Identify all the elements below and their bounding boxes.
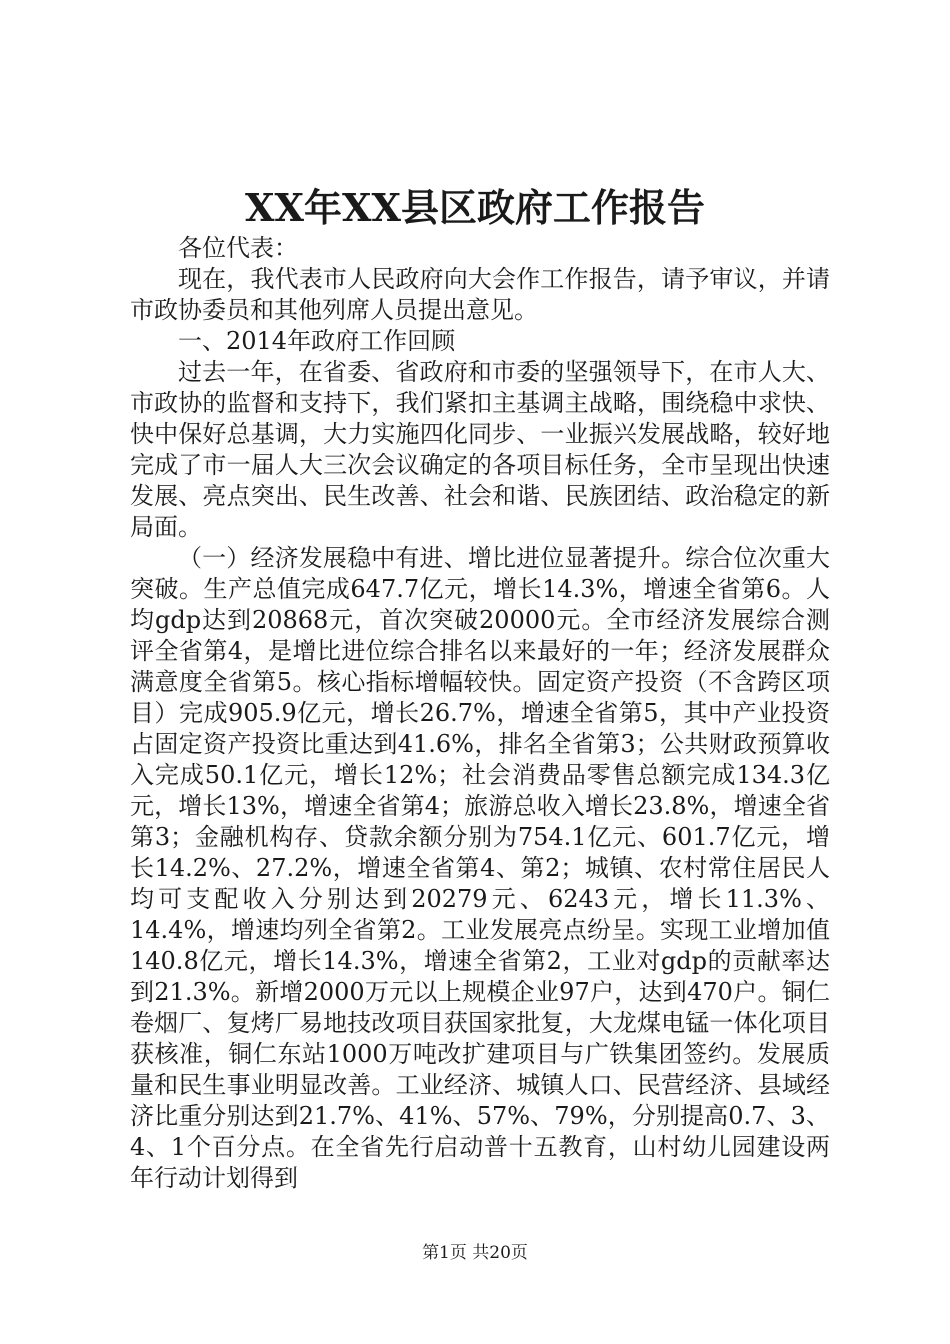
- document-body: [130, 233, 830, 1194]
- review-paragraph: 过去一年，在省委、省政府和市委的坚强领导下，在市人大、市政协的监督和支持下，我们紧扣主基调主战略，围绕稳中求快、快中保好总基调，大力实施四化同步、一业振兴发展战略，较好地完成了市一届人大三次会议确定的各项目标任务，全市呈现出快速发展、亮点突出、民生改善、社会和谐、民族团结、政治稳定的新局面。: [130, 358, 830, 541]
- salutation-paragraph: 各位代表：: [178, 234, 298, 262]
- page-number-footer: 第1页 共20页: [422, 1243, 528, 1263]
- intro-paragraph: 现在，我代表市人民政府向大会作工作报告，请予审议，并请市政协委员和其他列席人员提出意见。: [130, 265, 830, 324]
- section-heading: 一、2014年政府工作回顾: [178, 327, 456, 355]
- document-title: XX年XX县区政府工作报告: [245, 185, 705, 230]
- economy-paragraph: （一）经济发展稳中有进、增比进位显著提升。综合位次重大突破。生产总值完成647.7亿元，增长14.3%，增速全省第6。人均gdp达到20868元，首次突破20000元。全市经济发展综合测评全省第4，是增比进位综合排名以来最好的一年；经济发展群众满意度全省第5。核心指标增幅较快。固定资产投资（不含跨区项目）完成905.9亿元，增长26.7%，增速全省第5，其中产业投资占固定资产投资比重达到41.6%，排名全省第3；公共财政预算收入完成50.1亿元，增长12%；社会消费品零售总额完成134.3亿元，增长13%，增速全省第4；旅游总收入增长23.8%，增速全省第3；金融机构存、贷款余额分别为754.1亿元、601.7亿元，增长14.2%、27.2%，增速全省第4、第2；城镇、农村常住居民人均可支配收入分别达到20279元、6243元，增长11.3%、14.4%，增速均列全省第2。工业发展亮点纷呈。实现工业增加值140.8亿元，增长14.3%，增速全省第2，工业对gdp的贡献率达到21.3%。新增2000万元以上规模企业97户，达到470户。铜仁卷烟厂、复烤厂易地技改项目获国家批复，大龙煤电锰一体化项目获核准，铜仁东站1000万吨改扩建项目与广铁集团签约。发展质量和民生事业明显改善。工业经济、城镇人口、民营经济、县域经济比重分别达到21.7%、41%、57%、79%，分别提高0.7、3、4、1个百分点。在全省先行启动普十五教育，山村幼儿园建设两年行动计划得到: [130, 544, 830, 1192]
